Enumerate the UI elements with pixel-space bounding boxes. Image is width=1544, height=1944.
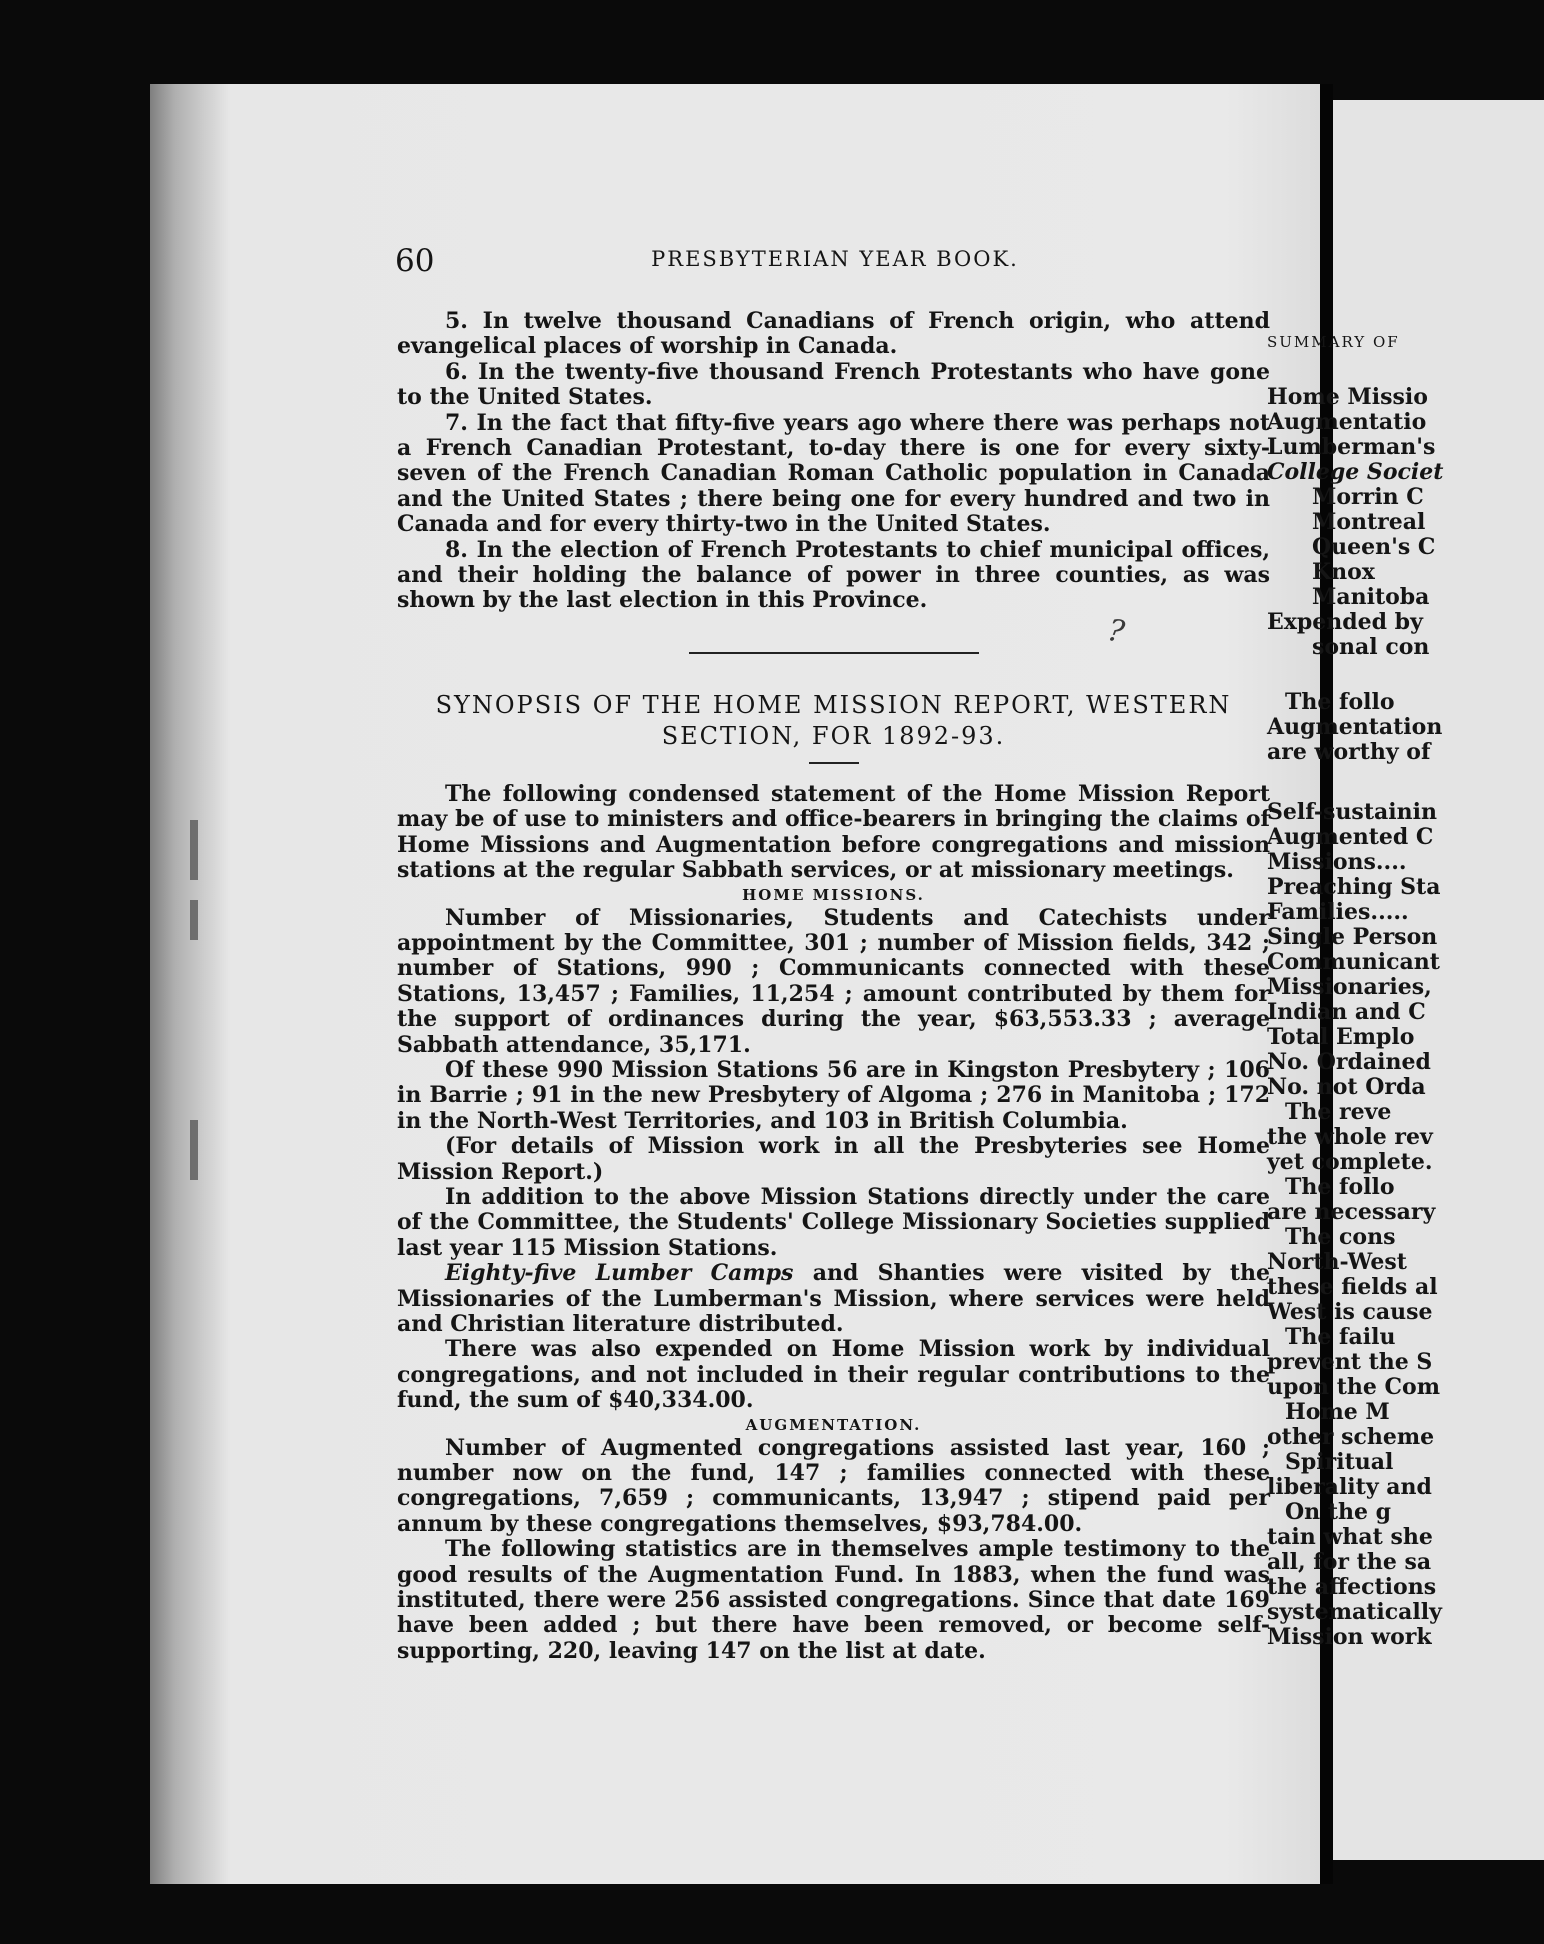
left-page-body <box>397 309 1270 1664</box>
lumber-camps-paragraph <box>397 1261 1270 1337</box>
right-page-line: The reve <box>1285 1099 1392 1125</box>
right-page-line: Communicant <box>1267 949 1440 975</box>
right-page-line: prevent the S <box>1267 1349 1433 1375</box>
right-page-line: sonal con <box>1312 634 1430 660</box>
right-page-line: Mission work <box>1267 1624 1432 1650</box>
right-page-line: No. Ordained <box>1267 1049 1431 1075</box>
right-page-line: The cons <box>1285 1224 1396 1250</box>
right-page-line: No. not Orda <box>1267 1074 1426 1100</box>
augmentation-paragraph: The following statistics are in themselves ample testimony to the good results of the Augmentation Fund. In 1883, when the fund was instituted, there were 256 assisted congregations. Since that date 169 have been added ; but there have been removed, or become self-supporting, 220, leaving 147 on the list at date. <box>397 1536 1270 1664</box>
right-page-line: Single Person <box>1267 924 1438 950</box>
right-page-line: Manitoba <box>1312 584 1430 610</box>
binding-mark <box>190 900 198 940</box>
binding-mark <box>190 820 198 880</box>
summary-heading-fragment: SUMMARY OF <box>1267 333 1400 351</box>
right-page-line: Total Emplo <box>1267 1024 1415 1050</box>
right-page-line: other scheme <box>1267 1424 1435 1450</box>
right-page-line: North-West <box>1267 1249 1407 1275</box>
right-page-line: Home Missio <box>1267 384 1428 410</box>
right-page-line: Knox <box>1312 559 1375 585</box>
home-missions-paragraph: Of these 990 Mission Stations 56 are in Kingston Presbytery ; 106 in Barrie ; 91 in the new Presbytery of Algoma ; 276 in Manitoba ; 172 in the North-West Territories, and 103 in British Columbia. <box>397 1056 1270 1134</box>
binding-strip <box>150 84 230 1884</box>
right-page-line: Home M <box>1285 1399 1390 1425</box>
running-head <box>395 243 1275 283</box>
right-page-line: College Societ <box>1267 459 1444 485</box>
right-page-line: Morrin C <box>1312 484 1424 510</box>
right-page-line: tain what she <box>1267 1524 1433 1550</box>
binding-mark <box>190 1120 198 1180</box>
right-page-line: Queen's C <box>1312 534 1436 560</box>
right-page-line: the affections <box>1267 1574 1437 1600</box>
right-page-line: The follo <box>1285 1174 1395 1200</box>
list-item-7: 7. In the fact that fifty-five years ago where there was perhaps not a French Canadian Protestant, to-day there is one for every sixty-seven of the French Canadian Roman Catholic population in Canada and the United States ; there being one for every hundred and two in Canada and for every thirty-two in the United States. <box>397 409 1270 538</box>
augmentation-heading: AUGMENTATION. <box>745 1415 922 1434</box>
synopsis-intro: The following condensed statement of the Home Mission Report may be of use to ministers and office-bearers in bringing the claims of Home Missions and Augmentation before congregations and mission stations at the regular Sabbath services, or at missionary meetings. <box>397 780 1270 884</box>
right-page-text <box>1267 100 1467 1800</box>
right-page-fragment <box>1267 100 1544 1860</box>
right-page-line: Families..... <box>1267 899 1409 925</box>
right-page-line: yet complete. <box>1267 1149 1433 1175</box>
right-page-line: systematically <box>1267 1599 1442 1625</box>
right-page-line: Augmented C <box>1267 824 1434 850</box>
synopsis-title-line1: SYNOPSIS OF THE HOME MISSION REPORT, WESTERN <box>435 690 1232 719</box>
list-item-6: 6. In the twenty-five thousand French Protestants who have gone to the United States. <box>397 358 1270 411</box>
right-page-line: the whole rev <box>1267 1124 1433 1150</box>
lumber-camps-italic: Eighty-five Lumber Camps <box>445 1260 794 1287</box>
right-page-line: Indian and C <box>1267 999 1426 1025</box>
right-page-line: these fields al <box>1267 1274 1438 1300</box>
right-page-line: The failu <box>1285 1324 1396 1350</box>
right-page-line: are necessary <box>1267 1199 1436 1225</box>
right-page-line: The follo <box>1285 689 1395 715</box>
right-page-line: liberality and <box>1267 1474 1432 1500</box>
right-page-line: Self-sustainin <box>1267 799 1437 825</box>
home-missions-paragraph: In addition to the above Mission Stations directly under the care of the Committee, the Students' College Missionary Societies supplied last year 115 Mission Stations. <box>397 1183 1270 1261</box>
page-number: 60 <box>395 243 435 279</box>
home-missions-paragraph: Number of Missionaries, Students and Catechists under appointment by the Committee, 301 ; number of Mission fields, 342 ; number of Stations, 990 ; Communicants connected with these Stations, 13,457 ; Families, 11,254 ; amount contributed by them for the support of ordinances during the year, $63,553.33 ; average Sabbath attendance, 35,171. <box>397 904 1270 1058</box>
synopsis-title-line2: SECTION, FOR 1892-93. <box>661 721 1006 750</box>
right-page-line: Augmentation <box>1267 714 1443 740</box>
lumber-camps-text: and Shanties were visited by the Missionaries of the Lumberman's Mission, where services were held and Christian literature distributed. <box>397 1260 1270 1337</box>
right-page-line: Expended by <box>1267 609 1423 635</box>
right-page-line: Preaching Sta <box>1267 874 1441 900</box>
right-page-line: Missions.... <box>1267 849 1407 875</box>
running-title: PRESBYTERIAN YEAR BOOK. <box>651 247 1019 271</box>
home-missions-heading: HOME MISSIONS. <box>742 885 925 904</box>
title-rule <box>809 762 859 764</box>
list-item-8: 8. In the election of French Protestants to chief municipal offices, and their holding the balance of power in three counties, as was shown by the last election in this Province. <box>397 536 1270 614</box>
right-page-line: all, for the sa <box>1267 1549 1432 1575</box>
right-page-line: Lumberman's <box>1267 434 1436 460</box>
section-divider <box>689 652 979 654</box>
right-page-line: On the g <box>1285 1499 1392 1525</box>
augmentation-paragraph: Number of Augmented congregations assisted last year, 160 ; number now on the fund, 147 ; families connected with these congregations, 7,659 ; communicants, 13,947 ; stipend paid per annum by these congregations themselves, $93,784.00. <box>397 1434 1270 1537</box>
list-item-5: 5. In twelve thousand Canadians of French origin, who attend evangelical places of worship in Canada. <box>397 308 1270 360</box>
home-missions-paragraph: There was also expended on Home Mission work by individual congregations, and not included in their regular contributions to the fund, the sum of $40,334.00. <box>397 1336 1270 1414</box>
home-missions-paragraph: (For details of Mission work in all the Presbyteries see Home Mission Report.) <box>397 1133 1270 1185</box>
right-page-line: West is cause <box>1267 1299 1433 1325</box>
right-page-line: Spiritual <box>1285 1449 1394 1475</box>
right-page-line: Augmentatio <box>1267 409 1427 435</box>
right-page-line: Missionaries, <box>1267 974 1432 1000</box>
right-page-line: are worthy of <box>1267 739 1431 765</box>
pencil-annotation: ? <box>1105 612 1128 651</box>
right-page-line: upon the Com <box>1267 1374 1440 1400</box>
right-page-line: Montreal <box>1312 509 1426 535</box>
